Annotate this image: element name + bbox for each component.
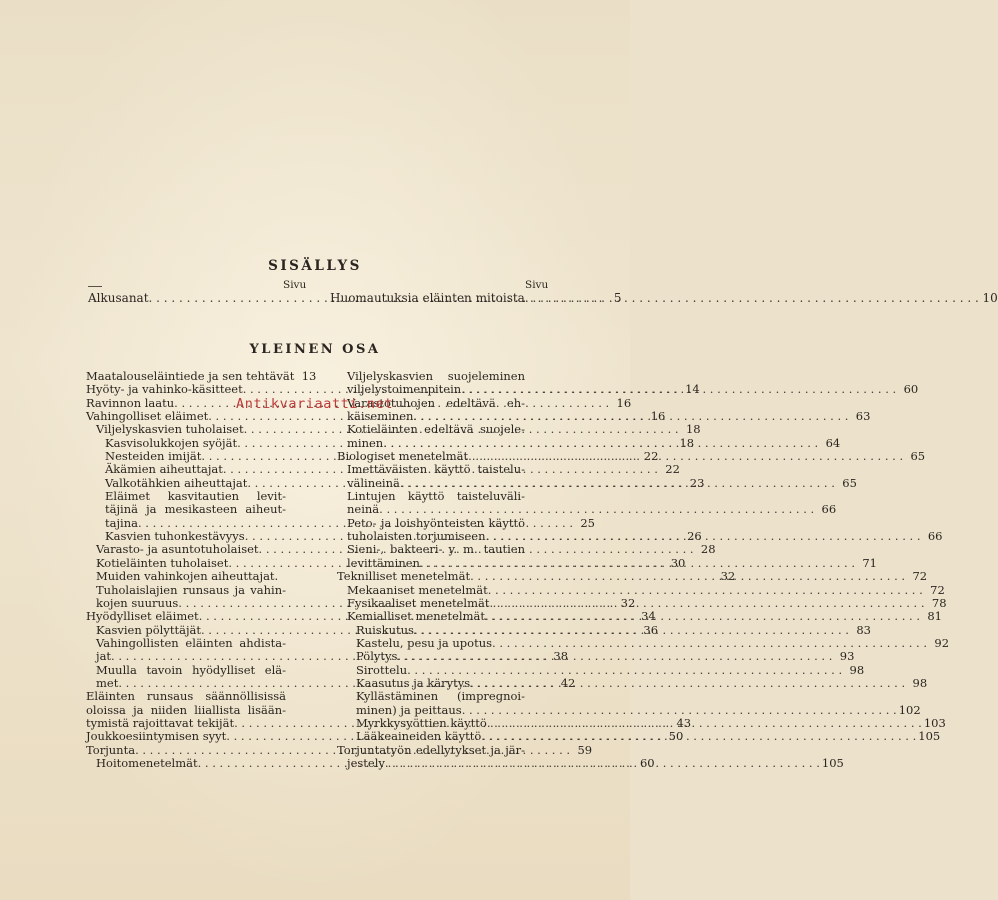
toc-line-page: 28 xyxy=(700,542,716,557)
toc-line-page: 34 xyxy=(641,609,656,624)
toc-line-text: Kotieläinten tuholaiset xyxy=(96,555,229,570)
leader-dots xyxy=(485,530,920,543)
toc-line-text: Kasvien tuhonkestävyys xyxy=(105,529,245,544)
toc-line-page: 72 xyxy=(930,582,945,597)
toc-line-text: Sirottelu xyxy=(356,662,408,677)
toc-line-text: Ruiskutus xyxy=(356,622,414,637)
toc-line xyxy=(337,744,547,757)
sivu-label-right: Sivu xyxy=(525,279,549,291)
toc-line-text: Imettäväisten käyttö taistelu- xyxy=(347,462,525,477)
toc-line-page: 14 xyxy=(685,382,700,397)
toc-line-text: Lääkeaineiden käyttö xyxy=(356,729,482,744)
toc-line-text: minen xyxy=(347,435,384,450)
leader-dots xyxy=(420,557,855,570)
sivu-label-left: Sivu xyxy=(283,279,307,291)
toc-line xyxy=(86,584,308,597)
leader-dots xyxy=(485,610,920,623)
leader-dots xyxy=(462,704,897,717)
toc-line-text: Varasto- ja asuntotuholaiset xyxy=(96,542,259,557)
toc-line-text: Eläimet kasvitautien levit- xyxy=(105,489,286,504)
toc-line-page: 98 xyxy=(912,675,928,690)
toc-line-text: täjinä ja mesikasteen aiheut- xyxy=(105,502,286,517)
toc-line[interactable] xyxy=(337,662,865,677)
toc-line-text: tajina xyxy=(105,515,138,530)
leader-dots xyxy=(481,730,916,743)
toc-line xyxy=(86,664,308,677)
toc-entry-label: Huomautuksia eläinten mitoista xyxy=(330,291,525,305)
toc-line-page: 65 xyxy=(842,475,857,490)
toc-line[interactable] xyxy=(337,635,950,650)
leader-dots xyxy=(525,291,979,305)
toc-line xyxy=(337,397,547,410)
toc-line-page: 83 xyxy=(856,622,871,637)
toc-line-text: Eläinten runsaus säännöllisissä xyxy=(86,689,286,704)
toc-line-text: Fysikaaliset menetelmät xyxy=(347,595,490,610)
toc-line-text: Vahingolliset eläimet xyxy=(86,409,209,424)
toc-line[interactable] xyxy=(337,702,921,717)
leader-dots xyxy=(488,584,923,597)
toc-line-page: 18 xyxy=(685,422,701,437)
toc-line-text: Viljelyskasvien tuholaiset xyxy=(96,422,244,437)
toc-line-page: 13 xyxy=(301,369,317,383)
toc-line xyxy=(337,423,547,436)
toc-line-text: oloissa ja niiden liiallista lisään- xyxy=(86,702,286,717)
leader-dots xyxy=(379,503,814,516)
toc-line-text: Kastelu, pesu ja upotus xyxy=(356,635,493,650)
toc-line-text: met xyxy=(96,675,119,690)
toc-line xyxy=(337,490,547,503)
toc-line-page: 30 xyxy=(670,555,686,570)
toc-line-text: Viljelyskasvien suojeleminen xyxy=(347,369,525,383)
toc-line-page: 18 xyxy=(679,435,695,450)
toc-line-page: 38 xyxy=(553,649,569,664)
toc-line-page: 66 xyxy=(927,529,943,544)
toc-line-page: 59 xyxy=(577,742,593,757)
toc-line-text: Peto- ja loishyönteisten käyttö xyxy=(347,515,525,530)
toc-line-text: minen) ja peittaus xyxy=(356,702,462,717)
leader-dots xyxy=(487,717,922,730)
toc-line xyxy=(86,490,308,503)
toc-line-page: 26 xyxy=(687,529,702,544)
toc-line-text: Sieni-, bakteeri- y. m. tautien xyxy=(347,542,525,557)
toc-line-page: 23 xyxy=(689,475,705,490)
toc-line[interactable] xyxy=(337,502,837,517)
toc-line-text: Biologiset menetelmät xyxy=(337,449,469,464)
toc-line-text: Kyllästäminen (impregnoi- xyxy=(356,689,525,704)
leader-dots xyxy=(461,383,896,396)
leader-dots xyxy=(400,477,835,490)
toc-line-text: Kasvisolukkojen syöjät xyxy=(105,435,238,450)
toc-line-text: Torjunta xyxy=(86,742,136,757)
toc-line-text: Joukkoesiintymisen syyt xyxy=(86,729,227,744)
leader-dots xyxy=(468,450,903,463)
toc-line-text: Maatalouseläintiede ja sen tehtävät xyxy=(86,369,295,383)
toc-line-page: 25 xyxy=(580,515,595,530)
toc-line xyxy=(86,704,308,717)
toc-line-text: Pölytys xyxy=(356,649,398,664)
toc-line-page: 81 xyxy=(927,609,942,624)
toc-line-page: 36 xyxy=(643,622,659,637)
toc-line-text: Valkotähkien aiheuttajat xyxy=(105,475,248,490)
toc-line-text: Lintujen käyttö taisteluväli- xyxy=(347,489,525,504)
toc-line-text: Mekaaniset menetelmät xyxy=(347,582,488,597)
toc-line-text: kojen suuruus xyxy=(96,595,179,610)
toc-line xyxy=(337,370,547,383)
toc-line-page: 103 xyxy=(923,715,946,730)
toc-line-text: Hyödylliset eläimet xyxy=(86,609,199,624)
toc-line-text: Nesteiden imijät xyxy=(105,449,202,464)
toc-line-text: Vahingollisten eläinten ahdista- xyxy=(96,635,286,650)
leader-dots xyxy=(492,637,927,650)
toc-line-page: 63 xyxy=(855,409,871,424)
toc-line-text: viljelystoimenpitein xyxy=(347,382,462,397)
toc-line xyxy=(337,690,547,703)
leader-dots xyxy=(385,757,820,770)
toc-line-page: 92 xyxy=(934,635,950,650)
header-dash xyxy=(88,286,102,287)
toc-line-text: välineinä xyxy=(347,475,400,490)
contents-title: SISÄLLYS xyxy=(268,258,362,274)
toc-line-page: 66 xyxy=(821,502,837,517)
toc-line-text: tuholaisten torjumiseen xyxy=(347,529,486,544)
toc-line-page: 60 xyxy=(903,382,919,397)
leader-dots xyxy=(413,410,848,423)
toc-line-page: 22 xyxy=(643,449,659,464)
toc-line-text: Hyöty- ja vahinko-käsitteet xyxy=(86,382,243,397)
toc-line xyxy=(337,463,547,476)
toc-line-text: Kaasutus ja kärytys xyxy=(356,675,471,690)
leader-dots xyxy=(414,624,849,637)
toc-line-page: 43 xyxy=(676,715,692,730)
leader-dots xyxy=(397,650,832,663)
toc-line-text: Hoitomenetelmät xyxy=(96,755,198,770)
toc-line-text: Kotieläinten edeltävä suojele- xyxy=(347,422,525,437)
toc-line xyxy=(337,543,547,556)
toc-line xyxy=(86,637,308,650)
section-title: YLEINEN OSA xyxy=(249,342,381,357)
toc-line-text: jestely xyxy=(347,755,385,770)
toc-line-page: 71 xyxy=(862,555,877,570)
toc-line-text: Myrkkysyöttien käyttö xyxy=(356,715,487,730)
toc-line-page: 16 xyxy=(650,409,666,424)
leader-dots xyxy=(490,597,925,610)
toc-line-page: 64 xyxy=(825,435,841,450)
toc-line xyxy=(86,690,308,703)
watermark: Antikvariaatti.net xyxy=(236,396,394,412)
toc-line-text: Äkämien aiheuttajat xyxy=(105,462,223,477)
toc-line-page: 105 xyxy=(821,755,844,770)
leader-dots xyxy=(470,677,905,690)
toc-entry-huomautuksia[interactable] xyxy=(330,291,998,306)
toc-line-page: 102 xyxy=(898,702,921,717)
toc-line-text: Ravinnon laatu xyxy=(86,395,175,410)
leader-dots xyxy=(407,664,842,677)
leader-dots xyxy=(470,570,905,583)
toc-line-text: jat xyxy=(96,649,112,664)
toc-line-text: Torjuntatyön edellytykset ja jär- xyxy=(337,742,525,757)
toc-entry-label: Alkusanat xyxy=(88,291,149,305)
toc-line-text: Muiden vahinkojen aiheuttajat. xyxy=(96,569,279,584)
toc-line-page: 105 xyxy=(918,729,941,744)
toc-line-page: 32 xyxy=(720,569,736,584)
toc-line-page: 72 xyxy=(912,569,928,584)
toc-line[interactable] xyxy=(86,369,317,383)
toc-line-page: 93 xyxy=(839,649,855,664)
toc-line-page: 32 xyxy=(620,595,636,610)
toc-line-text: Varastotuhojen edeltävä eh- xyxy=(347,395,525,410)
toc-line-text: neinä xyxy=(347,502,380,517)
toc-line-text: Kemialliset menetelmät xyxy=(347,609,485,624)
toc-line-text: Muulla tavoin hyödylliset elä- xyxy=(96,662,286,677)
toc-line-page: 65 xyxy=(910,449,926,464)
toc-line-text: Tuholaislajien runsaus ja vahin- xyxy=(96,582,286,597)
toc-line-text: Teknilliset menetelmät xyxy=(337,569,471,584)
leader-dots xyxy=(383,437,818,450)
toc-entry-page: 10 xyxy=(982,291,998,305)
toc-line-text: tymistä rajoittavat tekijät xyxy=(86,715,235,730)
toc-line-page: 42 xyxy=(560,675,576,690)
toc-line-page: 50 xyxy=(668,729,684,744)
toc-line-page: 98 xyxy=(849,662,865,677)
toc-line-page: 22 xyxy=(665,462,680,477)
toc-line-text: käiseminen xyxy=(347,409,414,424)
toc-line-text: Kasvien pölyttäjät xyxy=(96,622,201,637)
toc-line-page: 78 xyxy=(931,595,947,610)
toc-line xyxy=(86,503,308,516)
toc-line-page: 60 xyxy=(639,755,655,770)
toc-line[interactable] xyxy=(337,582,945,597)
toc-line-text: levittäminen xyxy=(347,555,420,570)
toc-line xyxy=(337,517,547,530)
toc-entry-page: 5 xyxy=(613,291,622,305)
toc-line-page: 16 xyxy=(616,395,632,410)
